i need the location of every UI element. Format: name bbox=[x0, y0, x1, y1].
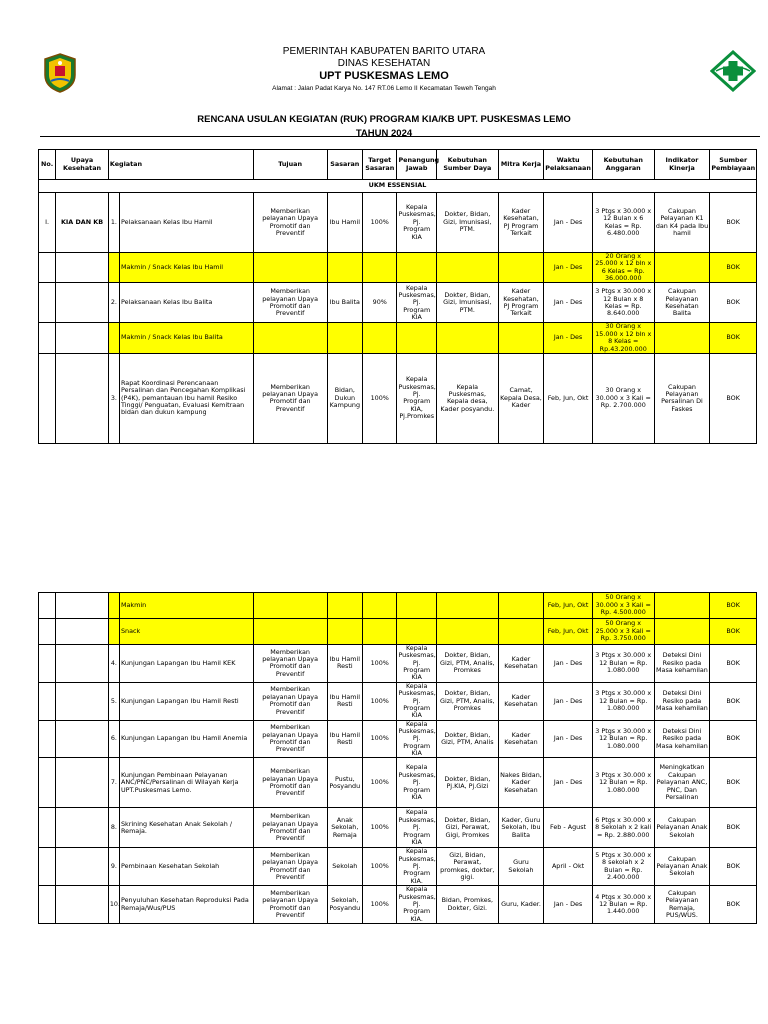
cell-upaya bbox=[56, 283, 109, 323]
cell-sasaran: Ibu Hamil bbox=[327, 193, 362, 253]
column-header: Waktu Pelaksanaan bbox=[544, 150, 593, 180]
cell-tujuan: Memberikan pelayanan Upaya Promotif dan Preventif bbox=[253, 353, 327, 443]
cell-sumber-daya: Dokter, Bidan, Gizi, PTM, Analis, Promkes bbox=[436, 645, 498, 683]
section-label: UKM ESSENSIAL bbox=[39, 180, 757, 193]
cell-sumber: BOK bbox=[710, 593, 757, 619]
department-name: DINAS KESEHATAN bbox=[337, 58, 431, 69]
cell-indikator bbox=[654, 619, 710, 645]
table-row bbox=[39, 253, 757, 283]
cell-tujuan: Memberikan pelayanan Upaya Promotif dan Preventif bbox=[253, 808, 327, 848]
cell-upaya bbox=[56, 886, 109, 924]
cell-num: 8. bbox=[108, 808, 119, 848]
cell-sumber: BOK bbox=[710, 353, 757, 443]
cell-tujuan bbox=[253, 619, 327, 645]
cell-target: 100% bbox=[363, 193, 397, 253]
cell-anggaran: 50 Orang x 25.000 x 3 Kali = Rp. 3.750.000 bbox=[592, 619, 654, 645]
address-line: Alamat : Jalan Padat Karya No. 147 RT.06 Lemo II Kecamatan Teweh Tengah bbox=[272, 85, 496, 92]
cell-sumber-daya: Dokter, Bidan, Gizi, PTM, Analis bbox=[436, 720, 498, 758]
cell-kegiatan: Penyuluhan Kesehatan Reproduksi Pada Remaja/Wus/PUS bbox=[119, 886, 253, 924]
cell-sasaran bbox=[327, 253, 362, 283]
table-row bbox=[39, 682, 757, 720]
cell-kegiatan: Snack bbox=[119, 619, 253, 645]
cell-sumber-daya bbox=[436, 323, 498, 353]
cell-penanggung-jawab: Kepala Puskesmas, Pj. Program KIA. bbox=[398, 885, 436, 923]
cell-no bbox=[39, 619, 56, 645]
column-header: Penangung Jawab bbox=[397, 150, 436, 180]
cell-target: 100% bbox=[363, 720, 397, 758]
cell-num: 3. bbox=[108, 353, 119, 443]
cell-anggaran: 3 Ptgs x 30.000 x 12 Bulan x 6 Kelas = Rp. 6.480.000 bbox=[592, 193, 654, 253]
cell-num: 1. bbox=[108, 193, 119, 253]
cell-mitra: Kader Kesehatan bbox=[498, 720, 544, 758]
cell-upaya bbox=[56, 848, 109, 886]
cell-no bbox=[39, 323, 56, 353]
cell-mitra bbox=[498, 619, 544, 645]
cell-penanggung-jawab bbox=[397, 253, 436, 283]
health-cross-logo bbox=[710, 50, 756, 92]
cell-waktu: Feb, Jun, Okt bbox=[544, 593, 593, 619]
table-row bbox=[39, 593, 757, 619]
cell-anggaran: 3 Ptgs x 30.000 x 12 Bulan = Rp. 1.080.000 bbox=[592, 645, 654, 683]
cell-indikator bbox=[654, 593, 710, 619]
cell-waktu: Jan - Des bbox=[544, 886, 593, 924]
cell-indikator: Cakupan Pelayanan Persalinan Di Faskes bbox=[654, 353, 710, 443]
cell-anggaran: 20 Orang x 25.000 x 12 bln x 6 Kelas = Rp. 36.000.000 bbox=[592, 253, 654, 283]
cell-upaya bbox=[56, 619, 109, 645]
table-row bbox=[39, 758, 757, 808]
cell-sumber: BOK bbox=[710, 619, 757, 645]
cell-mitra bbox=[498, 593, 544, 619]
cell-waktu: April - Okt bbox=[544, 848, 593, 886]
cell-upaya bbox=[56, 353, 109, 443]
cell-mitra: Kader, Guru Sekolah, Ibu Balita bbox=[498, 808, 544, 848]
cell-mitra: Guru, Kader. bbox=[498, 886, 544, 924]
cell-penanggung-jawab: Kepala Puskesmas, Pj. Program KIA bbox=[397, 193, 436, 253]
cell-upaya bbox=[56, 645, 109, 683]
cell-kegiatan: Kunjungan Lapangan Ibu Hamil Anemia bbox=[119, 720, 253, 758]
cell-target bbox=[363, 323, 397, 353]
cell-tujuan bbox=[253, 253, 327, 283]
cell-tujuan: Memberikan pelayanan Upaya Promotif dan Preventif bbox=[253, 848, 327, 886]
cell-sumber-daya: Dokter, Bidan, Gizi, Imunisasi, PTM. bbox=[436, 193, 498, 253]
cell-sumber: BOK bbox=[710, 720, 757, 758]
cell-no bbox=[39, 253, 56, 283]
cell-sumber: BOK bbox=[710, 323, 757, 353]
cell-kegiatan: Rapat Koordinasi Perencanaan Persalinan dan Pencegahan Komplikasi (P4K), pemantauan Ibu hamil Resiko Tinggi/ Penguatan, Evaluasi Kemitraan bidan dan dukun kampung bbox=[119, 353, 253, 443]
cell-no bbox=[39, 758, 56, 808]
cell-target bbox=[363, 593, 397, 619]
cell-no bbox=[39, 848, 56, 886]
cell-num bbox=[108, 593, 119, 619]
cell-sumber-daya: Dokter, Bidan, Gizi, Perawat, Gigi, Promkes bbox=[436, 808, 498, 848]
cell-waktu: Feb, Jun, Okt bbox=[544, 619, 593, 645]
cell-anggaran: 5 Ptgs x 30.000 x 8 sekolah x 2 Bulan = Rp. 2.400.000 bbox=[592, 848, 654, 886]
cell-sumber-daya bbox=[436, 253, 498, 283]
table-row bbox=[39, 353, 757, 443]
cell-sasaran: Pustu, Posyandu bbox=[327, 758, 362, 808]
cell-kegiatan: Makmin / Snack Kelas Ibu Hamil bbox=[119, 253, 253, 283]
cell-upaya bbox=[56, 758, 109, 808]
cell-indikator bbox=[654, 253, 710, 283]
cell-sumber: BOK bbox=[710, 808, 757, 848]
cell-mitra: Kader Kesehatan, PJ Program Terkait bbox=[498, 283, 544, 323]
table-row bbox=[39, 848, 757, 886]
cell-sumber-daya bbox=[436, 619, 498, 645]
cell-no: I. bbox=[39, 193, 56, 253]
cell-waktu: Jan - Des bbox=[544, 283, 593, 323]
cell-kegiatan: Makmin bbox=[119, 593, 253, 619]
table-row bbox=[39, 283, 757, 323]
cell-sasaran: Sekolah bbox=[327, 848, 362, 886]
ruk-table-part-1 bbox=[38, 149, 757, 444]
cell-target: 90% bbox=[363, 283, 397, 323]
cell-upaya bbox=[56, 593, 109, 619]
cell-target: 100% bbox=[363, 353, 397, 443]
cell-anggaran: 3 Ptgs x 30.000 x 12 Bulan = Rp. 1.080.000 bbox=[592, 758, 654, 808]
cell-num: 7. bbox=[108, 758, 119, 808]
cell-tujuan: Memberikan pelayanan Upaya Promotif dan Preventif bbox=[253, 720, 327, 758]
cell-sumber: BOK bbox=[710, 758, 757, 808]
cell-num bbox=[108, 323, 119, 353]
table-row bbox=[39, 808, 757, 848]
cell-no bbox=[39, 283, 56, 323]
cell-upaya bbox=[56, 253, 109, 283]
cell-sumber: BOK bbox=[710, 283, 757, 323]
cell-target: 100% bbox=[363, 808, 397, 848]
cell-mitra bbox=[498, 253, 544, 283]
column-header: Sasaran bbox=[327, 150, 362, 180]
cell-mitra: Kader Kesehatan, PJ Program Terkait bbox=[498, 193, 544, 253]
cell-upaya bbox=[56, 720, 109, 758]
cell-waktu: Jan - Des bbox=[544, 682, 593, 720]
cell-mitra bbox=[498, 323, 544, 353]
cell-target: 100% bbox=[363, 758, 397, 808]
column-header: Tujuan bbox=[253, 150, 327, 180]
table-row bbox=[39, 193, 757, 253]
column-header: Kebutuhan Anggaran bbox=[592, 150, 654, 180]
cell-penanggung-jawab: Kepala Puskesmas, Pj. Program KIA. bbox=[398, 847, 436, 885]
cell-anggaran: 3 Ptgs x 30.000 x 12 Bulan = Rp. 1.080.000 bbox=[592, 720, 654, 758]
cell-no bbox=[39, 682, 56, 720]
cell-anggaran: 3 Ptgs x 30.000 x 12 Bulan = Rp. 1.080.000 bbox=[592, 682, 654, 720]
cell-waktu: Jan - Des bbox=[544, 253, 593, 283]
cell-tujuan: Memberikan pelayanan Upaya Promotif dan Preventif bbox=[253, 283, 327, 323]
cell-penanggung-jawab bbox=[397, 323, 436, 353]
cell-waktu: Jan - Des bbox=[544, 645, 593, 683]
cell-sumber: BOK bbox=[710, 253, 757, 283]
table-row bbox=[39, 323, 757, 353]
cell-num bbox=[108, 619, 119, 645]
cell-indikator: Cakupan Pelayanan Kesehatan Balita bbox=[654, 283, 710, 323]
cell-penanggung-jawab: Kepala Puskesmas, Pj. Program KIA bbox=[398, 644, 436, 682]
cell-sasaran: Ibu Hamil Resti bbox=[327, 720, 362, 758]
cell-target: 100% bbox=[363, 682, 397, 720]
cell-target bbox=[363, 619, 397, 645]
cell-mitra: Nakes Bidan, Kader Kesehatan bbox=[498, 758, 544, 808]
cell-sumber: BOK bbox=[710, 848, 757, 886]
cell-mitra: Kader Kesehatan bbox=[498, 645, 544, 683]
cell-target: 100% bbox=[363, 645, 397, 683]
cell-indikator: Deteksi Dini Resiko pada Masa kehamilan bbox=[654, 682, 710, 720]
ruk-table-part-2 bbox=[38, 592, 757, 924]
cell-num bbox=[108, 253, 119, 283]
cell-sumber-daya: Dokter, Bidan, Gizi, PTM, Analis, Promkes bbox=[436, 682, 498, 720]
cell-sasaran bbox=[327, 619, 362, 645]
cell-penanggung-jawab: Kepala Puskesmas, Pj. Program KIA bbox=[398, 681, 436, 720]
cell-penanggung-jawab: Kepala Puskesmas, Pj. Program KIA bbox=[398, 719, 436, 758]
cell-kegiatan: Kunjungan Pembinaan Pelayanan ANC/PNC/Persalinan di Wilayah Kerja UPT.Puskesmas Lemo. bbox=[119, 758, 253, 808]
cell-upaya bbox=[56, 323, 109, 353]
cell-kegiatan: Pelaksanaan Kelas Ibu Hamil bbox=[119, 193, 253, 253]
cell-indikator: Cakupan Pelayanan Remaja, PUS/WUS. bbox=[654, 886, 710, 924]
cell-indikator: Deteksi Dini Resiko pada Masa kehamilan bbox=[654, 645, 710, 683]
cell-penanggung-jawab: Kepala Puskesmas, Pj. Program KIA bbox=[398, 808, 436, 846]
cell-num: 10. bbox=[108, 886, 119, 924]
cell-tujuan: Memberikan pelayanan Upaya Promotif dan Preventif bbox=[253, 682, 327, 720]
cell-penanggung-jawab: Kepala Puskesmas, Pj. Program KIA bbox=[397, 758, 436, 808]
cell-tujuan bbox=[253, 593, 327, 619]
cell-no bbox=[39, 353, 56, 443]
cell-tujuan: Memberikan pelayanan Upaya Promotif dan Preventif bbox=[253, 645, 327, 683]
cell-kegiatan: Kunjungan Lapangan Ibu Hamil KEK bbox=[119, 645, 253, 683]
cell-tujuan: Memberikan pelayanan Upaya Promotif dan Preventif bbox=[253, 758, 327, 808]
cell-no bbox=[39, 645, 56, 683]
column-header: Upaya Kesehatan bbox=[56, 150, 109, 180]
cell-num: 9. bbox=[108, 848, 119, 886]
document-title: RENCANA USULAN KEGIATAN (RUK) PROGRAM KIA/KB UPT. PUSKESMAS LEMO bbox=[197, 114, 571, 125]
cell-upaya: KIA DAN KB bbox=[56, 193, 109, 253]
cell-indikator: Meningkatkan Cakupan Pelayanan ANC, PNC, Dan Persalinan bbox=[654, 758, 710, 808]
column-header: Kegiatan bbox=[108, 150, 253, 180]
column-header: Sumber Pembiayaan bbox=[710, 150, 757, 180]
table-row bbox=[39, 720, 757, 758]
document-year: TAHUN 2024 bbox=[355, 128, 413, 139]
cell-num: 6. bbox=[108, 720, 119, 758]
table-row bbox=[39, 886, 757, 924]
letterhead bbox=[0, 40, 768, 100]
cell-num: 4. bbox=[108, 645, 119, 683]
cell-num: 5. bbox=[108, 682, 119, 720]
cell-sumber: BOK bbox=[710, 886, 757, 924]
cell-sasaran bbox=[327, 593, 362, 619]
cell-anggaran: 30 Orang x 15.000 x 12 bln x 8 Kelas = Rp.43.200.000 bbox=[592, 323, 654, 353]
cell-sumber-daya: Dokter, Bidan, Gizi, Imunisasi, PTM. bbox=[436, 283, 498, 323]
cell-mitra: Kader Kesehatan bbox=[498, 682, 544, 720]
cell-sumber-daya bbox=[436, 593, 498, 619]
cell-target: 100% bbox=[363, 886, 397, 924]
cell-penanggung-jawab: Kepala Puskesmas, Pj. Program KIA, Pj.Promkes bbox=[397, 353, 436, 443]
cell-waktu: Jan - Des bbox=[544, 193, 593, 253]
government-name: PEMERINTAH KABUPATEN BARITO UTARA bbox=[282, 46, 486, 57]
cell-no bbox=[39, 720, 56, 758]
column-header: No. bbox=[39, 150, 56, 180]
cell-waktu: Feb - Agust bbox=[544, 808, 593, 848]
cell-mitra: Camat, Kepala Desa, Kader bbox=[498, 353, 544, 443]
cell-upaya bbox=[56, 808, 109, 848]
cell-anggaran: 30 Orang x 30.000 x 3 Kali = Rp. 2.700.000 bbox=[592, 353, 654, 443]
cell-sumber-daya: Dokter, Bidan, Pj.KIA, Pj.Gizi bbox=[436, 758, 498, 808]
cell-sasaran: Ibu Hamil Resti bbox=[327, 682, 362, 720]
cell-kegiatan: Kunjungan Lapangan Ibu Hamil Resti bbox=[119, 682, 253, 720]
cell-waktu: Jan - Des bbox=[544, 323, 593, 353]
cell-kegiatan: Skrining Kesehatan Anak Sekolah / Remaja. bbox=[119, 808, 253, 848]
table-row bbox=[39, 645, 757, 683]
cell-penanggung-jawab: Kepala Puskesmas, Pj. Program KIA bbox=[398, 283, 436, 321]
puskesmas-name: UPT PUSKESMAS LEMO bbox=[319, 70, 449, 82]
section-row bbox=[39, 180, 757, 193]
cell-sasaran: Anak Sekolah, Remaja bbox=[327, 808, 362, 848]
column-header: Indikator Kinerja bbox=[654, 150, 710, 180]
column-header: Target Sasaran bbox=[363, 150, 397, 180]
cell-sasaran: Ibu Hamil Resti bbox=[327, 645, 362, 683]
cell-penanggung-jawab bbox=[397, 593, 436, 619]
cell-kegiatan: Pelaksanaan Kelas Ibu Balita bbox=[119, 283, 253, 323]
cell-target: 100% bbox=[363, 848, 397, 886]
cell-waktu: Jan - Des bbox=[544, 720, 593, 758]
cell-sumber: BOK bbox=[710, 645, 757, 683]
cell-anggaran: 6 Ptgs x 30.000 x 8 Sekolah x 2 kali = Rp. 2.880.000 bbox=[592, 808, 654, 848]
cell-mitra: Guru Sekolah bbox=[498, 848, 544, 886]
cell-no bbox=[39, 593, 56, 619]
cell-indikator: Deteksi Dini Resiko pada Masa kehamilan bbox=[654, 720, 710, 758]
cell-indikator: Cakupan Pelayanan Anak Sekolah bbox=[654, 808, 710, 848]
column-header: Mitra Kerja bbox=[498, 150, 544, 180]
column-header: Kebutuhan Sumber Daya bbox=[436, 150, 498, 180]
cell-indikator: Cakupan Pelayanan Anak Sekolah bbox=[654, 848, 710, 886]
cell-sasaran bbox=[327, 323, 362, 353]
cell-sasaran: Sekolah, Posyandu bbox=[327, 886, 362, 924]
cell-waktu: Feb, Jun, Okt bbox=[544, 353, 593, 443]
cell-target bbox=[363, 253, 397, 283]
cell-indikator bbox=[654, 323, 710, 353]
cell-sumber-daya: Kepala Puskesmas, Kepala desa, Kader posyandu. bbox=[436, 353, 498, 443]
cell-sasaran: Ibu Balita bbox=[327, 283, 362, 323]
cell-waktu: Jan - Des bbox=[544, 758, 593, 808]
cell-tujuan: Memberikan pelayanan Upaya Promotif dan Preventif bbox=[253, 886, 327, 924]
cell-tujuan: Memberikan pelayanan Upaya Promotif dan Preventif bbox=[253, 193, 327, 253]
cell-no bbox=[39, 808, 56, 848]
cell-kegiatan: Makmin / Snack Kelas Ibu Balita bbox=[119, 323, 253, 353]
cell-upaya bbox=[56, 682, 109, 720]
cell-tujuan bbox=[253, 323, 327, 353]
cell-anggaran: 50 Orang x 30.000 x 3 Kali = Rp. 4.500.000 bbox=[592, 593, 654, 619]
cell-sumber: BOK bbox=[710, 682, 757, 720]
cell-sumber: BOK bbox=[710, 193, 757, 253]
cell-penanggung-jawab bbox=[397, 619, 436, 645]
table-header-row bbox=[39, 150, 757, 180]
table-row bbox=[39, 619, 757, 645]
cell-anggaran: 4 Ptgs x 30.000 x 12 Bulan = Rp. 1.440.000 bbox=[592, 886, 654, 924]
cell-sasaran: Bidan, Dukun Kampung bbox=[327, 353, 362, 443]
cell-sumber-daya: Gizi, Bidan, Perawat, promkes, dokter, gigi. bbox=[436, 848, 498, 886]
cell-kegiatan: Pembinaan Kesehatan Sekolah bbox=[119, 848, 253, 886]
cell-num: 2. bbox=[108, 283, 119, 323]
cell-no bbox=[39, 886, 56, 924]
cell-anggaran: 3 Ptgs x 30.000 x 12 Bulan x 8 Kelas = Rp. 8.640.000 bbox=[592, 283, 654, 323]
cell-indikator: Cakupan Pelayanan K1 dan K4 pada Ibu hamil bbox=[654, 193, 710, 253]
cell-sumber-daya: Bidan, Promkes, Dokter, Gizi. bbox=[436, 886, 498, 924]
